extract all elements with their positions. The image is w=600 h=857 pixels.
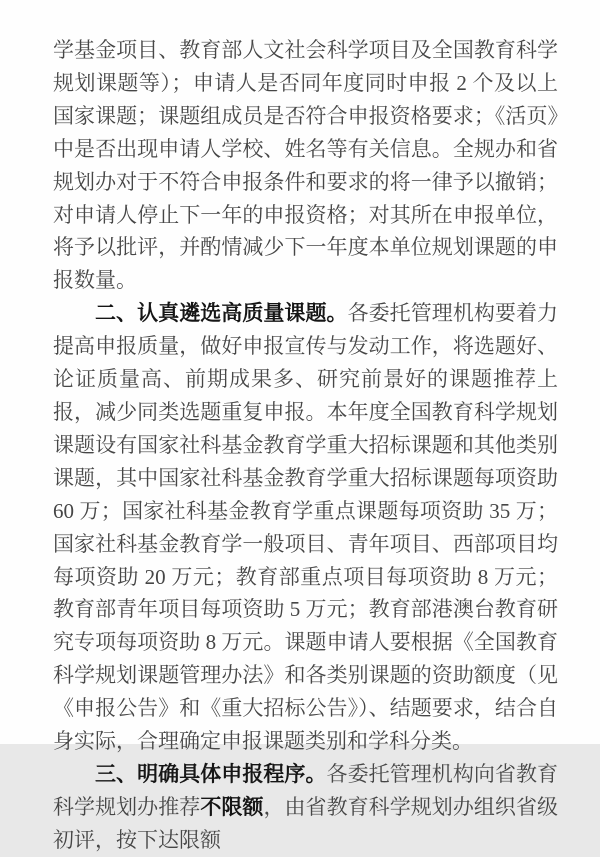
document-body: [53, 34, 558, 857]
heading-run: 三、明确具体申报程序。: [95, 761, 327, 786]
text-run: 各委托管理机构向省教育科学规划办推荐: [53, 761, 559, 819]
text-run: ，由省教育科学规划办组织省级初评，按下达限额: [53, 794, 559, 852]
text-run: 学基金项目、教育部人文社会科学项目及全国教育科学规划课题等）；申请人是否同年度同时申报 2 个及以上国家课题；课题组成员是否符合申报资格要求；《活页》中是否出现申请人学校、姓名等有关信息。全规办和省规划办对于不符合申报条件和要求的将一律予以撤销；对申请人停止下一年的申报资格；对其所在申报单位，将予以批评，并酌情减少下一年度本单位规划课题的申报数量。: [53, 38, 558, 293]
heading-run: 不限额: [200, 794, 264, 819]
text-run: 各委托管理机构要着力提高申报质量，做好申报宣传与发动工作，将选题好、论证质量高、前期成果多、研究前景好的课题推荐上报，减少同类选题重复申报。本年度全国教育科学规划课题设有国家社科基金教育学重大招标课题和其他类别课题，其中国家社科基金教育学重大招标课题每项资助 60 万；国家社科基金教育学重点课题每项资助 35 万；国家社科基金教育学一般项目、青年项目、西部项目均每项资助 20 万元；教育部重点项目每项资助 8 万元；教育部青年项目每项资助 5 万元；教育部港澳台教育研究专项每项资助 8 万元。课题申请人要根据《全国教育科学规划课题管理办法》和各类别课题的资助额度（见《申报公告》和《重大招标公告》）、结题要求，结合自身实际，合理确定申报课题类别和学科分类。: [53, 301, 559, 754]
heading-run: 二、认真遴选高质量课题。: [95, 301, 348, 326]
paragraph: [53, 297, 558, 758]
paragraph: [53, 758, 558, 857]
paragraph: [53, 34, 558, 297]
